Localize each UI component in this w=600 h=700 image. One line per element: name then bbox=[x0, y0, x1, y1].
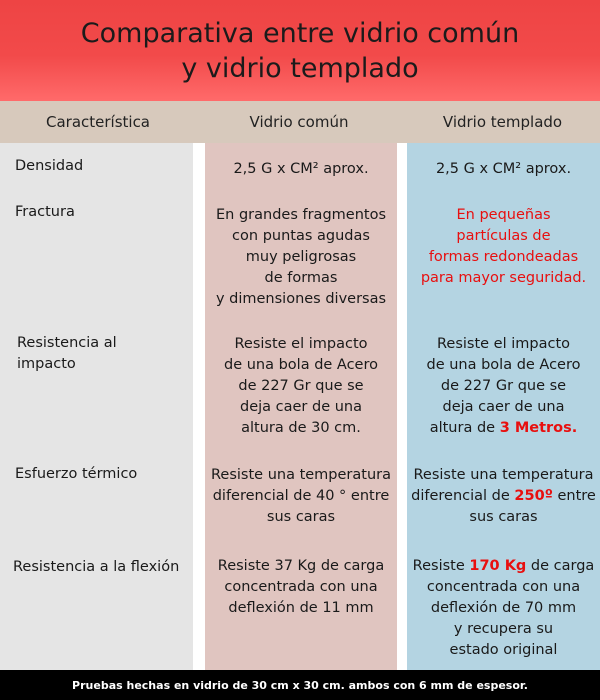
common-density bbox=[200, 159, 402, 180]
footer-note: Pruebas hechas en vidrio de 30 cm x 30 cm. ambos con 6 mm de espesor. bbox=[0, 670, 600, 700]
tempered-line bbox=[402, 556, 600, 577]
tempered-line: para mayor seguridad. bbox=[420, 270, 587, 286]
tempered-line: partículas de bbox=[456, 228, 551, 244]
common-line: y dimensiones diversas bbox=[215, 291, 387, 307]
common-flexion bbox=[200, 556, 402, 619]
common-line: Resiste 37 Kg de carga bbox=[217, 558, 385, 574]
tempered-line: Resiste una temperatura bbox=[413, 467, 594, 483]
common-impact bbox=[200, 334, 402, 439]
highlight-value: 170 Kg bbox=[469, 558, 527, 574]
common-line: sus caras bbox=[266, 509, 336, 525]
highlight-value: 3 Metros. bbox=[499, 420, 578, 436]
common-thermal bbox=[200, 465, 402, 528]
row-label-flexion bbox=[0, 557, 198, 578]
row-label-thermal bbox=[0, 464, 190, 485]
tempered-line: sus caras bbox=[469, 509, 538, 525]
tempered-fracture bbox=[402, 205, 600, 289]
header-tempered-glass: Vidrio templado bbox=[442, 113, 563, 131]
common-line: concentrada con una bbox=[224, 579, 378, 595]
common-line: deflexión de 11 mm bbox=[228, 600, 374, 616]
common-line: En grandes fragmentos bbox=[216, 207, 386, 223]
tempered-line: En pequeñas bbox=[456, 207, 551, 223]
text-fragment: entre bbox=[552, 488, 596, 504]
common-line: de 227 Gr que se bbox=[238, 378, 364, 394]
text-fragment: Resiste bbox=[412, 558, 470, 574]
label-line: Resistencia a la flexión bbox=[13, 559, 180, 575]
tempered-line: estado original bbox=[449, 642, 558, 658]
tempered-line: y recupera su bbox=[453, 621, 554, 637]
tempered-thermal bbox=[402, 465, 600, 528]
common-line: muy peligrosas bbox=[245, 249, 357, 265]
tempered-flexion bbox=[402, 556, 600, 661]
tempered-impact bbox=[402, 334, 600, 439]
text-fragment: de carga bbox=[526, 558, 595, 574]
label-line: Esfuerzo térmico bbox=[15, 466, 138, 482]
tempered-line: Resiste el impacto bbox=[436, 336, 571, 352]
tempered-line bbox=[402, 418, 600, 439]
table-header bbox=[0, 101, 600, 143]
label-line: Fractura bbox=[15, 204, 75, 220]
row-label-impact bbox=[0, 333, 190, 375]
row-label-density bbox=[0, 156, 190, 177]
common-line: de formas bbox=[264, 270, 338, 286]
common-line: altura de 30 cm. bbox=[241, 420, 361, 436]
tempered-line: concentrada con una bbox=[426, 579, 581, 595]
common-line: 2,5 G x CM² aprox. bbox=[233, 161, 369, 177]
title-line-2: y vidrio templado bbox=[181, 52, 419, 84]
tempered-line: de 227 Gr que se bbox=[440, 378, 567, 394]
tempered-line: de una bola de Acero bbox=[426, 357, 581, 373]
common-fracture bbox=[200, 205, 402, 310]
label-line: impacto bbox=[17, 356, 76, 372]
tempered-line: deja caer de una bbox=[442, 399, 565, 415]
common-line: de una bola de Acero bbox=[223, 357, 378, 373]
common-line: diferencial de 40 ° entre bbox=[212, 488, 390, 504]
text-fragment: diferencial de bbox=[411, 488, 515, 504]
title-line-1: Comparativa entre vidrio común bbox=[80, 17, 520, 49]
tempered-line: formas redondeadas bbox=[428, 249, 579, 265]
highlight-value: 250º bbox=[514, 488, 553, 504]
row-label-fracture bbox=[0, 202, 190, 223]
label-line: Resistencia al bbox=[17, 335, 117, 351]
tempered-line: 2,5 G x CM² aprox. bbox=[435, 161, 572, 177]
tempered-line bbox=[402, 486, 600, 507]
text-fragment: altura de bbox=[429, 420, 500, 436]
label-line: Densidad bbox=[15, 158, 84, 174]
title-banner bbox=[0, 0, 600, 101]
header-common-glass: Vidrio común bbox=[249, 113, 349, 131]
tempered-line: deflexión de 70 mm bbox=[430, 600, 577, 616]
common-line: Resiste el impacto bbox=[234, 336, 368, 352]
common-line: deja caer de una bbox=[240, 399, 362, 415]
tempered-density bbox=[402, 159, 600, 180]
common-line: Resiste una temperatura bbox=[211, 467, 391, 483]
header-characteristic: Característica bbox=[45, 113, 151, 131]
common-line: con puntas agudas bbox=[232, 228, 370, 244]
